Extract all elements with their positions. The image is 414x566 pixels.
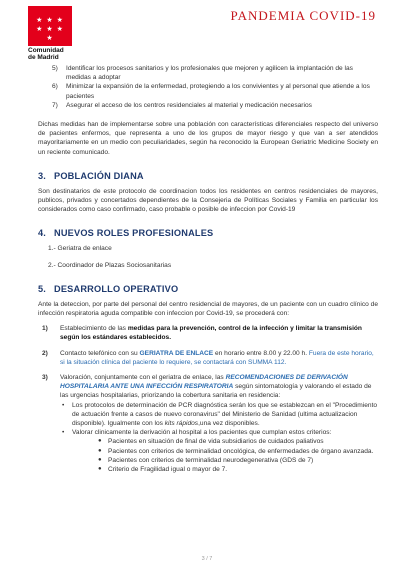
intro-paragraph: Dichas medidas han de implementarse sobre una población con características diferenciales respecto del universo de pacientes enfermos, que representa a uno de los grupos de mayor riesgo y que van a ser atendidos mayoritariamente en un medio con peculiaridades, según ha reconocido la European Geriatric Medicine Society en un reciente comunicado. xyxy=(38,121,378,156)
section-3-paragraph: Son destinatarios de este protocolo de coordinacion todos los residentes en centros residenciales de mayores, publicos, privados y concertados dependientes de la Consejeria de Políticas Sociales y Familia en particular los considerados como caso confirmado, caso probable o posible de infeccion por Covid-19 xyxy=(38,187,378,214)
step-2: 2) Contacto telefónico con su GERIATRA DE ENLACE en horario entre 8.00 y 22.00 h. Fuera de este horario, si la situación clínica del paciente lo requiere, se contactará con SUMMA 112. xyxy=(42,349,374,366)
list-item: 5) Identificar los procesos sanitarios y los profesionales que mejoren y agilicen la implantación de las medidas a adoptar xyxy=(52,65,353,82)
criteria-item: ● Criterio de Fragilidad igual o mayor de 7. xyxy=(98,466,228,474)
step-1: 1) Establecimiento de las medidas para la prevención, control de la infección y limitar la transmisión según los estándares establecidos. xyxy=(42,325,362,342)
criteria-item: ● Pacientes en situación de final de vida subsidiarios de cuidados paliativos xyxy=(98,438,324,446)
section-heading-desarrollo-operativo: 5. DESARROLLO OPERATIVO xyxy=(38,283,179,294)
bullet-item: • Valorar clinicamente la derivación al hospital a los pacientes que cumplan estos criterios: xyxy=(62,429,332,437)
list-item: 6) Minimizar la expansión de la enfermedad, protegiendo a los convivientes y al personal que atiende a los pacientes xyxy=(52,83,370,100)
section-heading-nuevos-roles: 4. NUEVOS ROLES PROFESIONALES xyxy=(38,228,214,239)
document-body xyxy=(38,64,378,474)
section-5-intro: Ante la deteccion, por parte del personal del centro residencial de mayores, de un paciente con un cuadro clínico de infección respiratoria aguda compatible con infeccion por Covid-19, se procederá con: xyxy=(38,300,378,318)
comunidad-madrid-logo xyxy=(28,6,72,46)
section-heading-poblacion-diana: 3. POBLACIÓN DIANA xyxy=(38,170,144,181)
page-header xyxy=(0,0,414,66)
bullet-item: • Los protocolos de determinación de PCR diagnóstica serán los que se establezcan en el "Procedimiento de actuación frente a casos de nuevo coronavirus" del Ministerio de Sanidad (ultima actualizacion disponible). Igualmente con los kits rápidos,una vez disponibles. xyxy=(62,401,378,428)
document-title: PANDEMIA COVID-19 xyxy=(230,8,376,23)
logo-org-name: Comunidad de Madrid xyxy=(28,47,64,61)
logo-stars-icon: ★ ★ ★ ★ ★ ★ ★ xyxy=(36,17,64,42)
list-item: 7) Asegurar el acceso de los centros residenciales al material y medicación necesarios xyxy=(52,101,312,109)
objectives-list xyxy=(38,64,378,110)
step-3: 3) Valoración, conjuntamente con el geriatra de enlace, las RECOMENDACIONES DE DERIVACIÓN HOSPITALARIA ANTE UNA INFECCIÓN RESPIRATORIA según sintomatología y valorando el estado de las urgencias hospitalarias, priorizando la cobertura sanitaria en residencia: xyxy=(42,374,372,400)
page-number: 3 / 7 xyxy=(201,556,213,562)
role-item: 2.- Coordinador de Plazas Sociosanitarias xyxy=(48,261,172,269)
role-item: 1.- Geriatra de enlace xyxy=(48,245,112,253)
criteria-item: ● Pacientes con criterios de terminalidad oncológica, de enfermedades de órgano avanzada. xyxy=(98,447,374,455)
criteria-item: ● Pacientes con criterios de terminalidad neurodegenerativa (GDS de 7) xyxy=(98,456,314,464)
